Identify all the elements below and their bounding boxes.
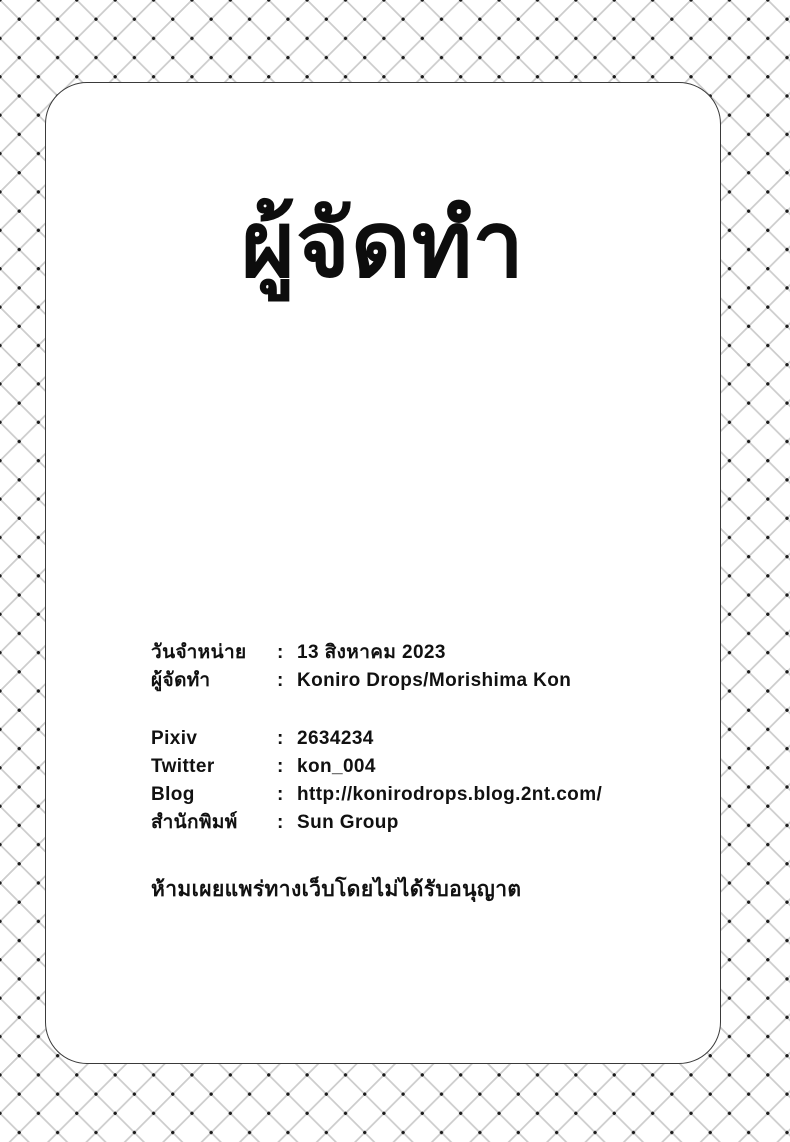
info-row-publisher	[151, 809, 602, 837]
info-row-twitter	[151, 753, 602, 781]
publisher-label: สำนักพิมพ์	[151, 812, 238, 833]
info-row-pixiv	[151, 725, 602, 753]
separator: :	[277, 670, 284, 691]
info-row-producer	[151, 667, 602, 695]
pixiv-label: Pixiv	[151, 728, 198, 749]
separator: :	[277, 756, 284, 777]
separator: :	[277, 784, 284, 805]
twitter-handle: kon_004	[297, 756, 376, 777]
pixiv-id: 2634234	[297, 728, 374, 749]
separator: :	[277, 728, 284, 749]
colophon-card	[45, 82, 721, 1064]
separator: :	[277, 812, 284, 833]
producer-value: Koniro Drops/Morishima Kon	[297, 670, 572, 691]
blog-url: http://konirodrops.blog.2nt.com/	[297, 784, 603, 805]
info-list	[151, 639, 602, 837]
page-title: ผู้จัดทำ	[241, 194, 525, 296]
blog-label: Blog	[151, 784, 195, 805]
producer-label: ผู้จัดทำ	[151, 670, 211, 691]
publisher-value: Sun Group	[297, 812, 399, 833]
twitter-label: Twitter	[151, 756, 215, 777]
separator: :	[277, 642, 284, 663]
info-row-release-date	[151, 639, 602, 667]
no-redistribution-notice: ห้ามเผยแพร่ทางเว็บโดยไม่ได้รับอนุญาต	[151, 878, 522, 901]
release-date-label: วันจำหน่าย	[151, 642, 247, 663]
info-row-blog	[151, 781, 602, 809]
group-spacer	[151, 695, 602, 725]
release-date-value: 13 สิงหาคม 2023	[297, 642, 446, 663]
